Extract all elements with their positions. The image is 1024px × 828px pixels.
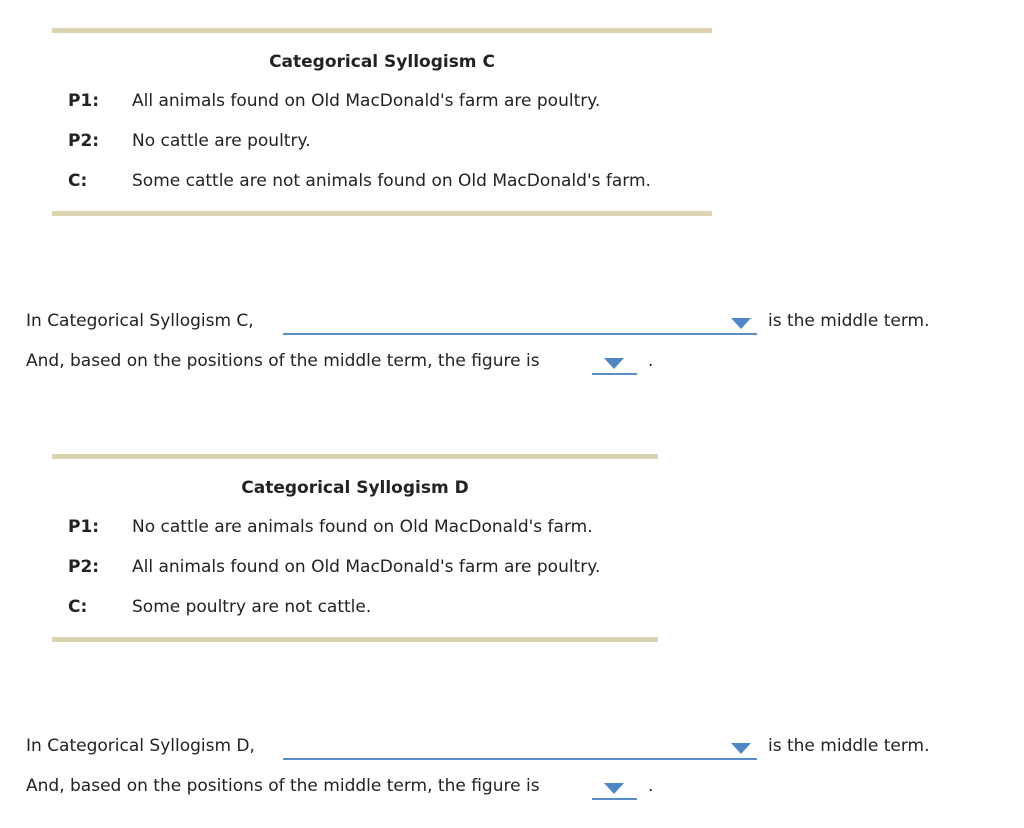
syllogism-d-figure-question: And, based on the positions of the middle term, the figure is [26,776,540,796]
premise-label: P2: [68,131,100,151]
panel-top-rule [52,28,712,33]
conclusion-label: C: [68,597,88,617]
middle-term-suffix: is the middle term. [768,311,930,331]
conclusion-text: Some cattle are not animals found on Old MacDonald's farm. [132,171,651,191]
panel-top-rule [52,454,658,459]
premise-text: No cattle are poultry. [132,131,311,151]
syllogism-d-middle-term-select[interactable] [283,734,757,760]
panel-bottom-rule [52,637,658,642]
premise-text: All animals found on Old MacDonald's farm are poultry. [132,557,601,577]
syllogism-d-conclusion [68,595,658,619]
caret-down-icon [731,318,751,329]
conclusion-label: C: [68,171,88,191]
syllogism-d-premise-2 [68,555,658,579]
syllogism-d-middle-question: In Categorical Syllogism D, [26,736,255,756]
syllogism-d-title: Categorical Syllogism D [241,478,469,498]
syllogism-c-middle-question: In Categorical Syllogism C, [26,311,254,331]
premise-label: P1: [68,517,100,537]
syllogism-c-premise-2 [68,129,712,153]
middle-term-suffix: is the middle term. [768,736,930,756]
syllogism-c-conclusion [68,169,712,193]
premise-text: No cattle are animals found on Old MacDonald's farm. [132,517,593,537]
premise-label: P2: [68,557,100,577]
syllogism-c-title: Categorical Syllogism C [269,52,495,72]
figure-suffix: . [648,351,654,371]
conclusion-text: Some poultry are not cattle. [132,597,372,617]
premise-label: P1: [68,91,100,111]
syllogism-c-figure-select[interactable] [592,349,637,375]
syllogism-d-panel [52,454,658,642]
caret-down-icon [604,783,624,794]
syllogism-c-premise-1 [68,89,712,113]
figure-suffix: . [648,776,654,796]
syllogism-c-middle-term-select[interactable] [283,309,757,335]
syllogism-c-figure-question: And, based on the positions of the middle term, the figure is [26,351,540,371]
syllogism-d-figure-select[interactable] [592,774,637,800]
syllogism-c-panel [52,28,712,216]
caret-down-icon [604,358,624,369]
panel-bottom-rule [52,211,712,216]
caret-down-icon [731,743,751,754]
premise-text: All animals found on Old MacDonald's farm are poultry. [132,91,601,111]
syllogism-d-premise-1 [68,515,658,539]
